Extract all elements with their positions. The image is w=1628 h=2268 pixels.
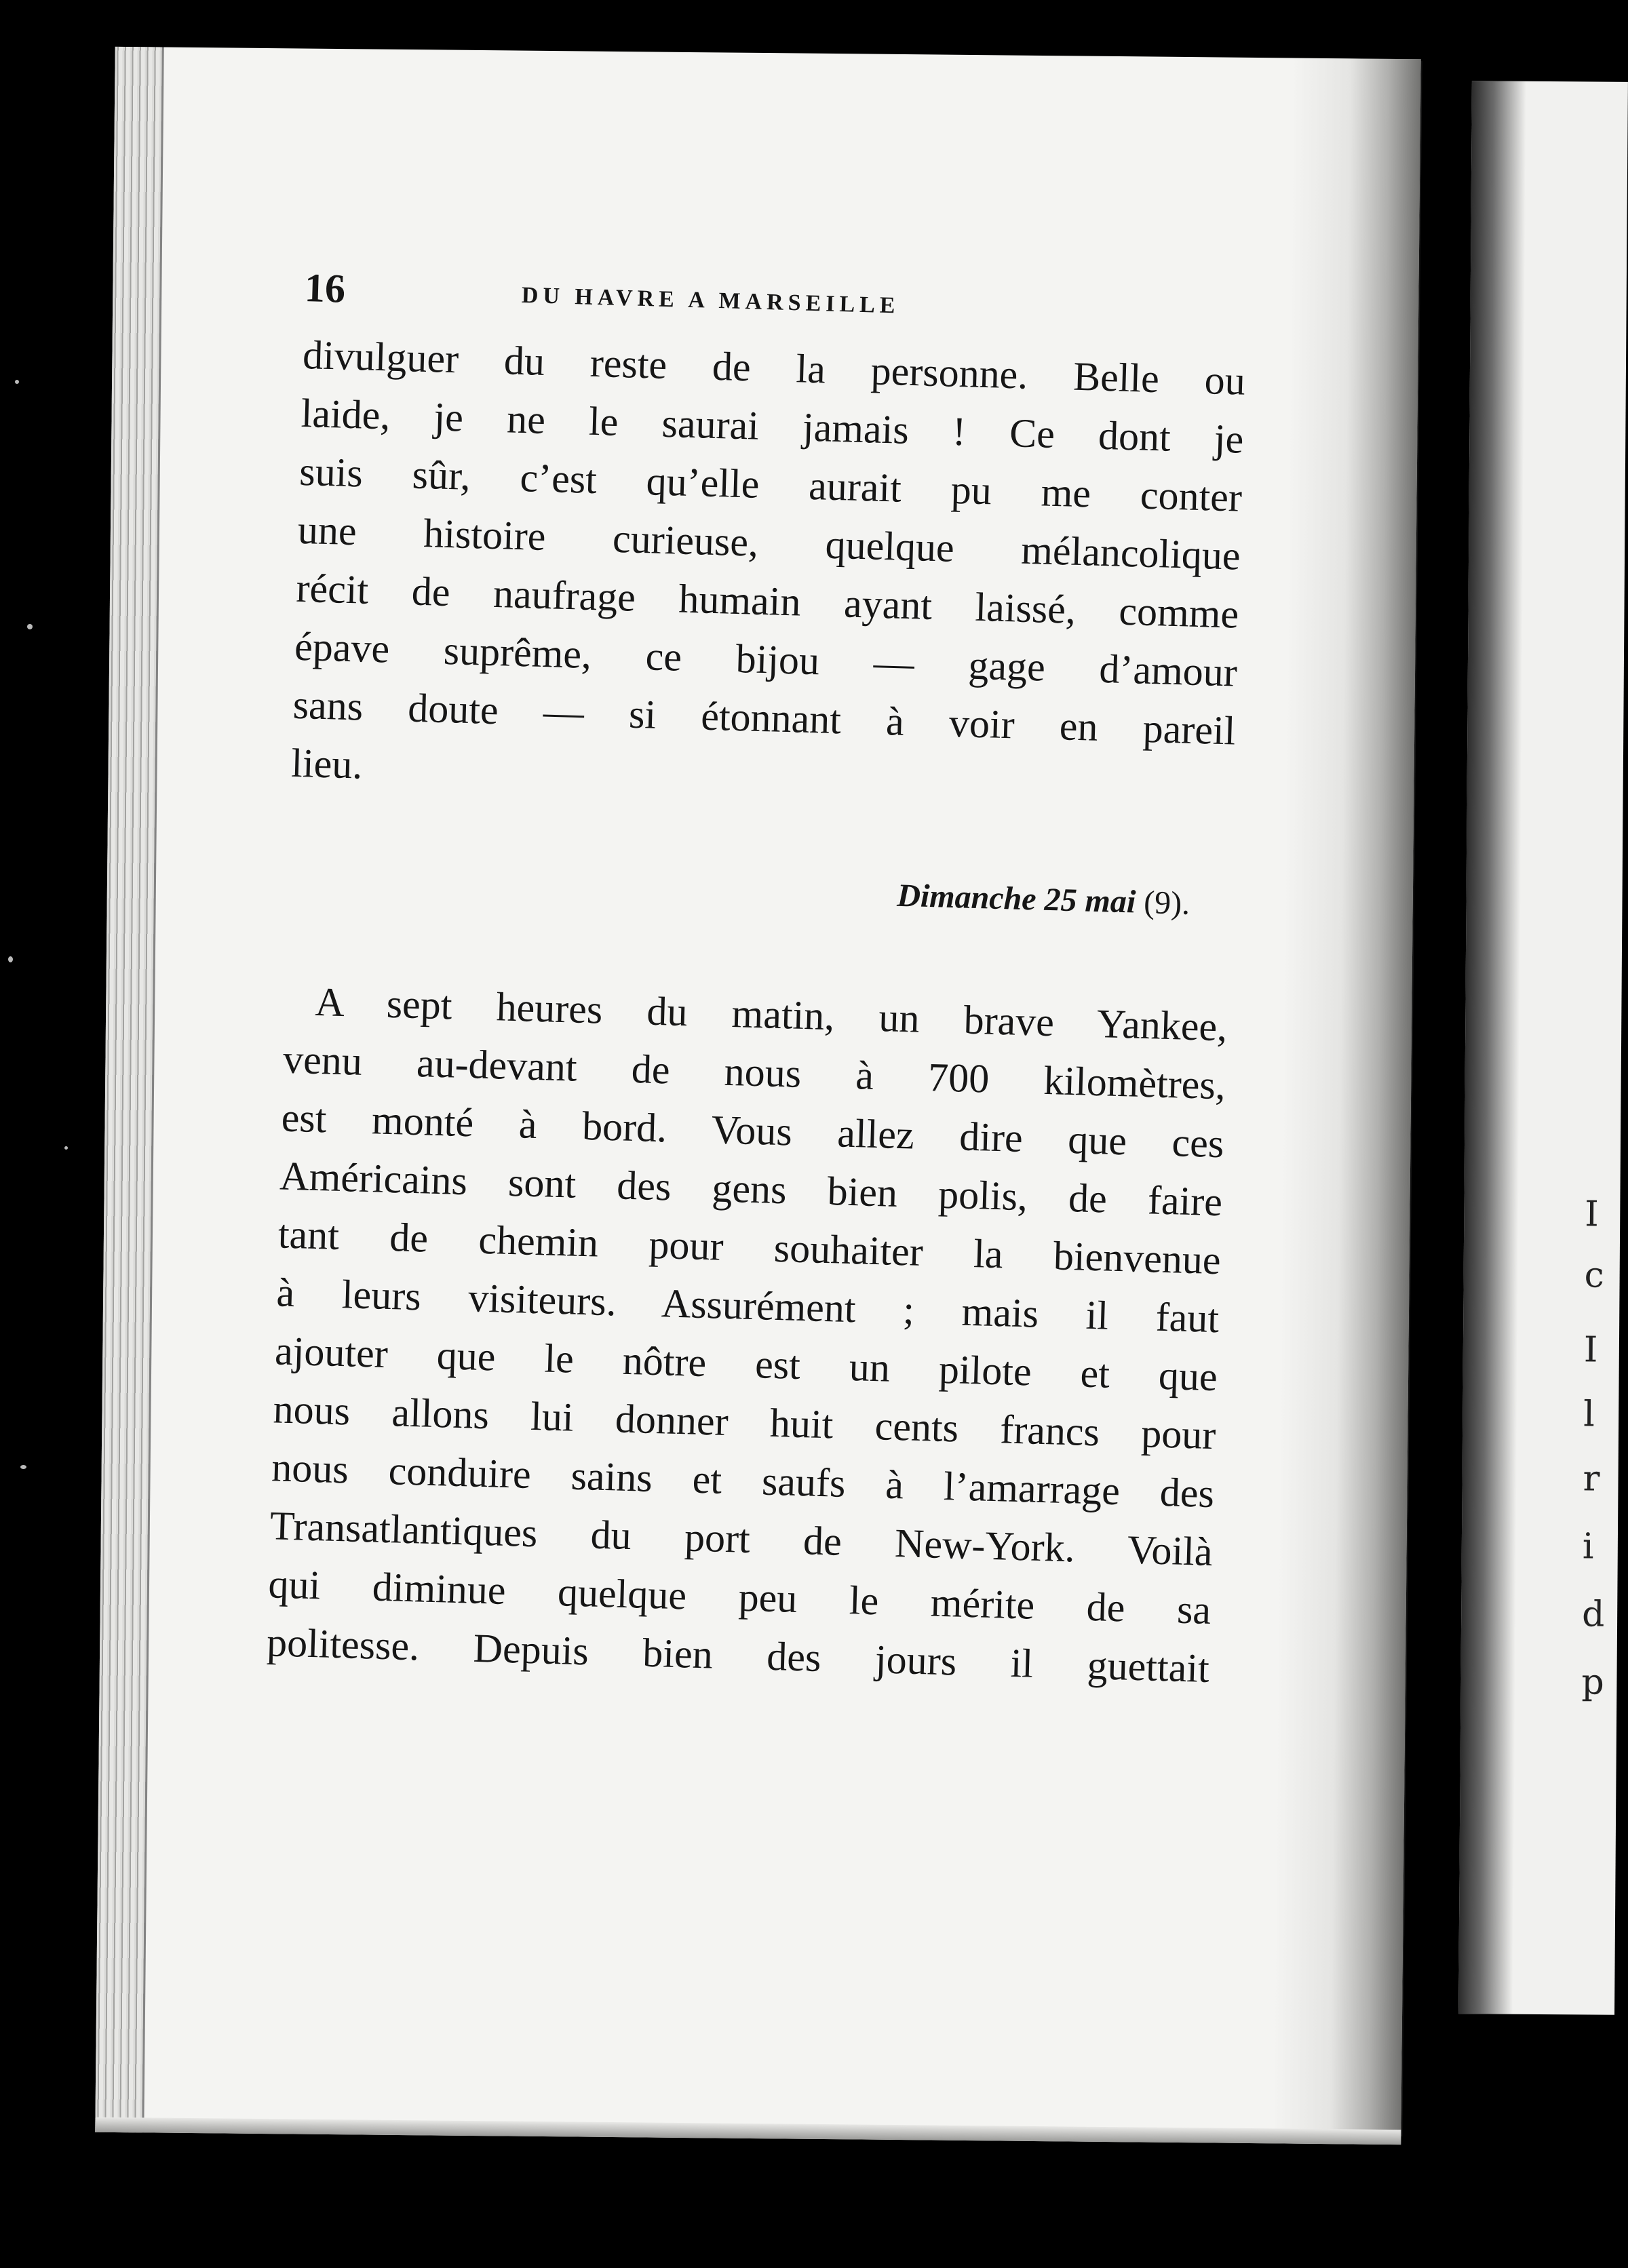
facing-page-letter: I	[1585, 1194, 1600, 1235]
scan-speck	[15, 380, 19, 384]
text-line: est monté à bord. Vous allez dire que ces	[280, 1095, 1225, 1167]
text-line: venu au-devant de nous à 700 kilomètres,	[282, 1036, 1226, 1108]
facing-page-letter: I	[1583, 1329, 1598, 1371]
dateline-day: Dimanche 25 mai	[896, 877, 1137, 920]
facing-page-letter: i	[1582, 1526, 1594, 1567]
page-number: 16	[304, 265, 346, 311]
scan-speck	[27, 624, 33, 629]
running-title: DU HAVRE A MARSEILLE	[521, 282, 901, 319]
page-bottom-edge	[95, 2117, 1401, 2145]
text-line: qui diminue quelque peu le mérite de sa	[267, 1561, 1212, 1633]
text-line: épave suprême, ce bijou — gage d’amour	[294, 623, 1238, 695]
page-edges	[95, 47, 163, 2133]
text-line: sans doute — si étonnant à voir en pareil	[292, 682, 1237, 754]
text-line: nous allons lui donner huit cents francs pour	[272, 1386, 1217, 1458]
scan-speck	[64, 1146, 68, 1150]
facing-page-letter: r	[1583, 1458, 1600, 1500]
text-line: lieu.	[290, 740, 364, 787]
text-line: A sept heures du matin, un brave Yankee,	[314, 979, 1228, 1050]
text-line: à leurs visiteurs. Assurément ; mais il faut	[275, 1270, 1220, 1342]
text-line: récit de naufrage humain ayant laissé, comme	[295, 565, 1240, 637]
scan-speck	[20, 1465, 26, 1469]
dateline-note-reference: (9).	[1143, 884, 1190, 922]
text-line: Américains sont des gens bien polis, de faire	[279, 1153, 1223, 1225]
dateline	[288, 860, 1190, 922]
text-line: Transatlantiques du port de New-York. Voilà	[269, 1503, 1214, 1575]
facing-page-letter: d	[1581, 1594, 1605, 1635]
text-line: ajouter que le nôtre est un pilote et que	[274, 1328, 1218, 1400]
facing-page	[1458, 81, 1628, 2015]
facing-page-shadow	[1458, 81, 1526, 2014]
scan-speck	[8, 956, 13, 962]
text-block	[266, 265, 1247, 1698]
text-line: tant de chemin pour souhaiter la bienvenue	[277, 1211, 1222, 1283]
paragraph-two	[266, 972, 1228, 1698]
text-line: politesse. Depuis bien des jours il guettait	[266, 1620, 1210, 1692]
text-line: une histoire curieuse, quelque mélancolique	[297, 507, 1241, 579]
gutter-shadow	[1272, 58, 1421, 2145]
text-line: suis sûr, c’est qu’elle aurait pu me conter	[298, 448, 1243, 520]
facing-page-letter: p	[1581, 1662, 1604, 1703]
facing-page-letter: c	[1584, 1255, 1604, 1296]
facing-page-letter: l	[1583, 1394, 1595, 1435]
text-line: nous conduire sains et saufs à l’amarrage des	[271, 1445, 1215, 1517]
text-line: laide, je ne le saurai jamais ! Ce dont je	[300, 390, 1245, 462]
paragraph-one	[290, 326, 1246, 819]
text-line: divulguer du reste de la personne. Belle ou	[302, 332, 1246, 404]
